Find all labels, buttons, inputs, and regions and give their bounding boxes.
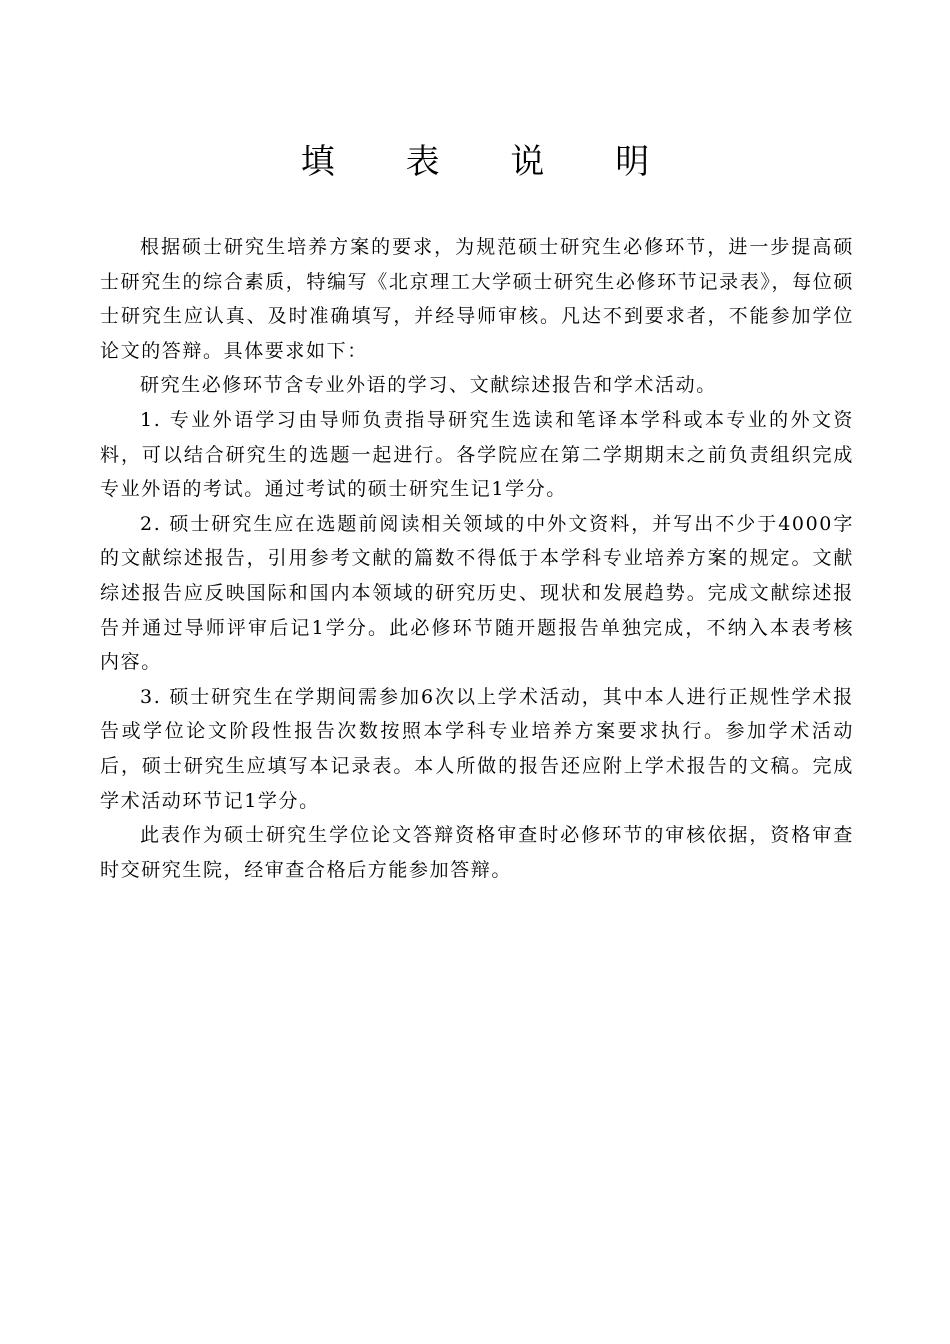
item-3-paragraph: 3. 硕士研究生在学期间需参加6次以上学术活动，其中本人进行正规性学术报告或学位论文阶段性报告次数按照本学科专业培养方案要求执行。参加学术活动后，硕士研究生应填写本记录表。本人所做的报告还应附上学术报告的文稿。完成学术活动环节记1学分。 <box>100 685 854 812</box>
instructions-body <box>100 230 854 887</box>
intro-paragraph: 根据硕士研究生培养方案的要求，为规范硕士研究生必修环节，进一步提高硕士研究生的综合素质，特编写《北京理工大学硕士研究生必修环节记录表》，每位硕士研究生应认真、及时准确填写，并经导师审核。凡达不到要求者，不能参加学位论文的答辩。具体要求如下： <box>100 236 854 362</box>
item-1-paragraph: 1. 专业外语学习由导师负责指导研究生选读和笔译本学科或本专业的外文资料，可以结合研究生的选题一起进行。各学院应在第二学期期末之前负责组织完成专业外语的考试。通过考试的硕士研究生记1学分。 <box>100 408 854 501</box>
closing-paragraph: 此表作为硕士研究生学位论文答辩资格审查时必修环节的审核依据，资格审查时交研究生院，经审查合格后方能参加答辩。 <box>100 824 854 881</box>
summary-paragraph: 研究生必修环节含专业外语的学习、文献综述报告和学术活动。 <box>140 374 717 397</box>
page-title: 填 表 说 明 <box>300 142 680 182</box>
item-2-paragraph: 2. 硕士研究生应在选题前阅读相关领域的中外文资料，并写出不少于4000字的文献综述报告，引用参考文献的篇数不得低于本学科专业培养方案的规定。文献综述报告应反映国际和国内本领域的研究历史、现状和发展趋势。完成文献综述报告并通过导师评审后记1学分。此必修环节随开题报告单独完成，不纳入本表考核内容。 <box>100 512 854 674</box>
